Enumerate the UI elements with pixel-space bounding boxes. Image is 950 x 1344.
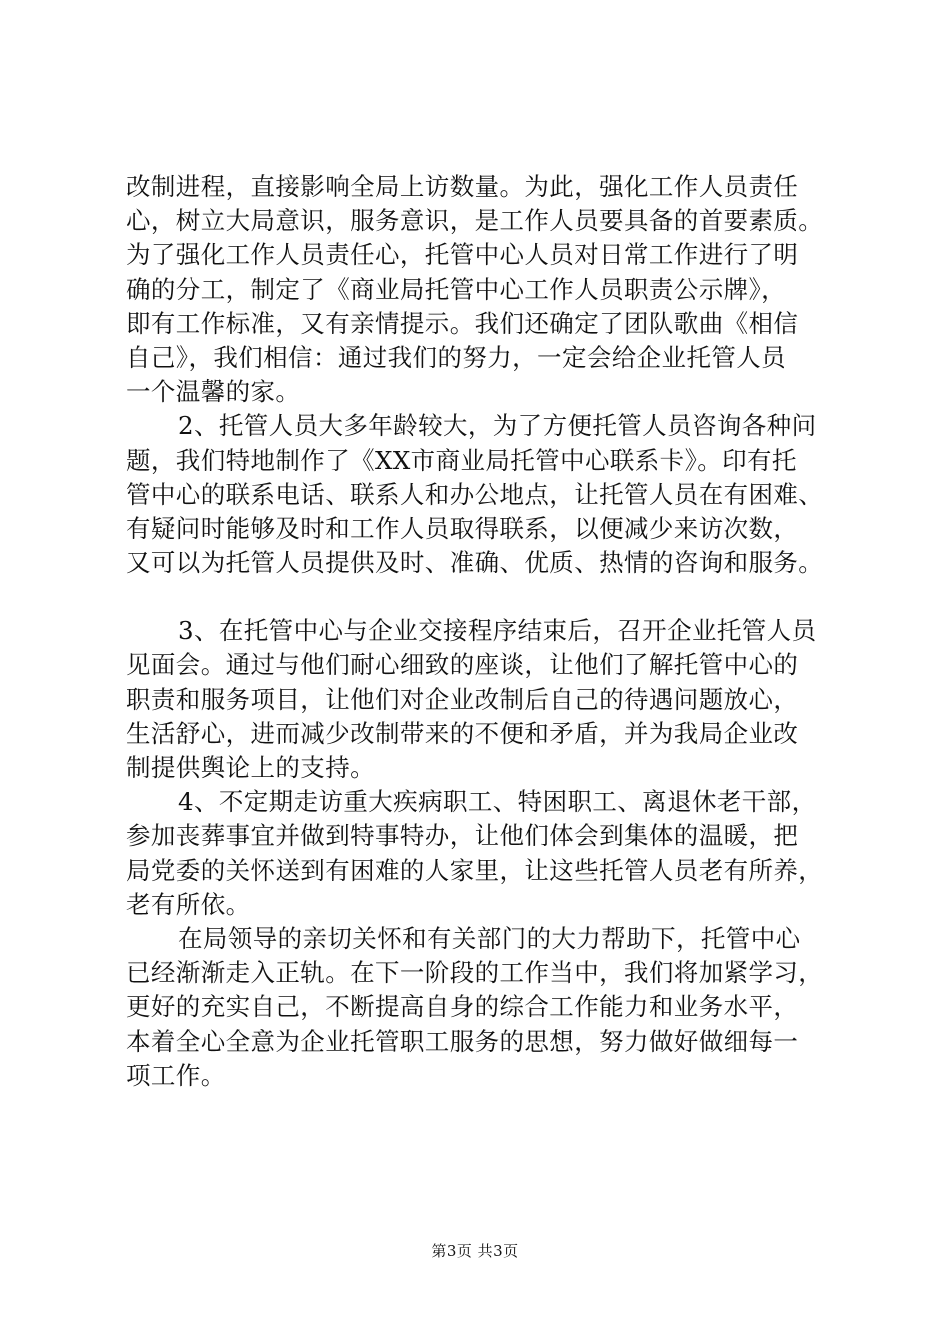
text-line: 项工作。 xyxy=(126,1060,226,1090)
text-line: 自己》，我们相信：通过我们的努力，一定会给企业托管人员 xyxy=(126,342,787,372)
text-line: 3、在托管中心与企业交接程序结束后，召开企业托管人员 xyxy=(178,616,817,646)
text-line: 为了强化工作人员责任心，托管中心人员对日常工作进行了明 xyxy=(126,240,799,270)
text-line: 一个温馨的家。 xyxy=(126,377,301,407)
paragraph-gap xyxy=(126,580,846,614)
text-line: 即有工作标准，又有亲情提示。我们还确定了团队歌曲《相信 xyxy=(126,308,799,338)
text-line: 制提供舆论上的支持。 xyxy=(126,753,375,782)
paragraph xyxy=(126,409,846,580)
text-line: 更好的充实自己，不断提高自身的综合工作能力和业务水平， xyxy=(126,992,799,1022)
text-line: 又可以为托管人员提供及时、准确、优质、热情的咨询和服务。 xyxy=(126,548,824,578)
text-line: 确的分工，制定了《商业局托管中心工作人员职责公示牌》， xyxy=(126,274,787,304)
text-line: 局党委的关怀送到有困难的人家里，让这些托管人员老有所养， xyxy=(126,855,824,885)
text-line: 管中心的联系电话、联系人和办公地点，让托管人员在有困难、 xyxy=(126,479,824,509)
text-line: 本着全心全意为企业托管职工服务的思想，努力做好做细每一 xyxy=(126,1026,799,1056)
text-line: 心，树立大局意识，服务意识，是工作人员要具备的首要素质。 xyxy=(126,206,824,236)
text-line: 老有所依。 xyxy=(126,889,251,919)
text-line: 改制进程，直接影响全局上访数量。为此，强化工作人员责任 xyxy=(126,172,799,201)
text-line: 职责和服务项目，让他们对企业改制后自己的待遇问题放心， xyxy=(126,684,799,714)
text-line: 已经渐渐走入正轨。在下一阶段的工作当中，我们将加紧学习， xyxy=(126,958,824,988)
text-line: 在局领导的亲切关怀和有关部门的大力帮助下，托管中心 xyxy=(178,923,801,953)
paragraph xyxy=(126,170,846,409)
page-footer xyxy=(0,1240,950,1261)
document-body xyxy=(126,170,846,1093)
text-line: 2、托管人员大多年龄较大，为了方便托管人员咨询各种问 xyxy=(178,411,817,441)
text-line: 有疑问时能够及时和工作人员取得联系，以便减少来访次数， xyxy=(126,513,799,543)
paragraph xyxy=(126,614,846,785)
text-line: 生活舒心，进而减少改制带来的不便和矛盾，并为我局企业改 xyxy=(126,718,799,748)
page-number: 第3页 共3页 xyxy=(431,1242,519,1260)
text-line: 4、不定期走访重大疾病职工、特困职工、离退休老干部， xyxy=(178,787,817,817)
text-line: 参加丧葬事宜并做到特事特办，让他们体会到集体的温暖，把 xyxy=(126,821,799,851)
paragraph xyxy=(126,785,846,922)
text-line: 见面会。通过与他们耐心细致的座谈，让他们了解托管中心的 xyxy=(126,650,799,680)
text-line: 题，我们特地制作了《XX市商业局托管中心联系卡》。印有托 xyxy=(126,445,797,475)
paragraph xyxy=(126,922,846,1093)
